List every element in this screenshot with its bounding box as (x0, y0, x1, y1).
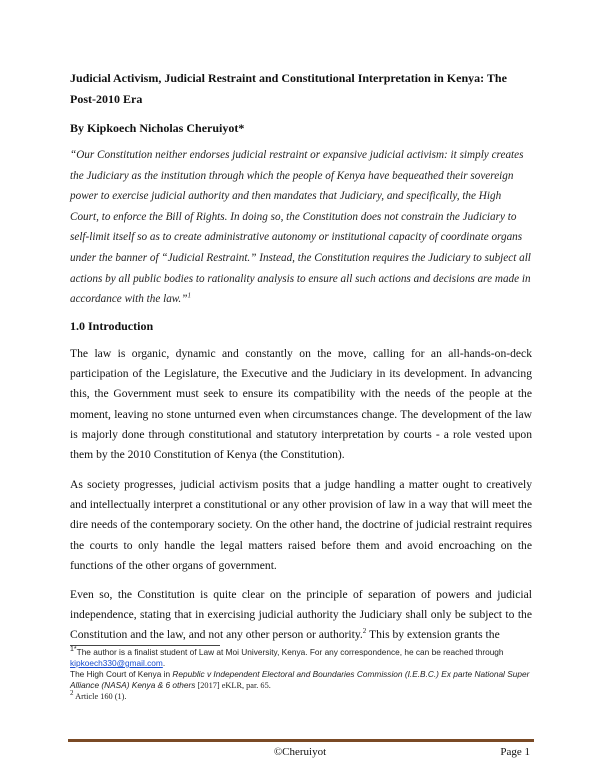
paragraph-2: As society progresses, judicial activism posits that a judge handling a matter ought to creatively and intellectually interpret a constitutional or any other provision of law in a way that will meet the dire needs of the contemporary society. On the other hand, the doctrine of judicial restraint requires the courts to only handle the legal matters raised before them and avoid encroaching on the functions of the other organs of government. (70, 478, 532, 572)
page-number: Page 1 (500, 746, 530, 758)
footnotes (70, 647, 532, 702)
section-heading: 1.0 Introduction (70, 319, 154, 333)
footnote-1-citation: [2017] eKLR, par. 65. (195, 681, 271, 690)
footer-divider (68, 739, 534, 742)
footnote-author-text: The author is a finalist student of Law at Moi University, Kenya. For any correspondence, he can be reached through (76, 647, 504, 657)
footnote-ref-2[interactable]: 2 (362, 627, 367, 636)
paragraph-3 (70, 585, 532, 646)
footnote-2-mark: 2 (70, 689, 74, 698)
footnote-1 (70, 669, 532, 691)
footnote-2 (70, 691, 532, 702)
paragraph-3-text: Even so, the Constitution is quite clear on the principle of separation of powers and judicial independence, stating that in exercising judicial authority the Judiciary shall only be subject to the Constitution and the law, and not any other person or authority. (70, 588, 532, 642)
footnote-ref-1[interactable]: 1 (187, 291, 191, 300)
paragraph-1: The law is organic, dynamic and constantly on the move, calling for an all-hands-on-deck participation of the Legislature, the Executive and the Judiciary in its development. In advancing this, the Government must seek to ensure its compatibility with the needs of the people at the moment, leaving no stone unturned even when circumstances change. The development of the law is majorly done through constitutional and statutory interpretation by courts - a role vested upon them by the 2010 Constitution of Kenya (the Constitution). (70, 347, 532, 462)
epigraph-text: “Our Constitution neither endorses judicial restraint or expansive judicial activism: it simply creates the Judiciary as the institution through which the people of Kenya have bequeathed their sovereign power to exercise judicial authority and then mandates that Judiciary, and specifically, the High Court, to enforce the Bill of Rights. In doing so, the Constitution does not constrain the Judiciary to self-limit itself so as to create administrative autonomy or institutional capacity of coordinate organs under the banner of “Judicial Restraint.” Instead, the Constitution requires the Judiciary to subject all actions by all public bodies to rationality analysis to ensure all such actions and decisions are made in accordance with the law.” (70, 149, 531, 306)
paper-title: Judicial Activism, Judicial Restraint and Constitutional Interpretation in Kenya: The Post-2010 Era (70, 71, 507, 106)
footnote-author-end: . (162, 658, 166, 668)
author-email-link[interactable]: kipkoech330@gmail.com (70, 658, 163, 668)
footnote-author-mark: 1* (70, 646, 77, 654)
paragraph-3-continuation: This by extension grants the (366, 628, 500, 642)
footnote-1-case-name: Republic v Independent Electoral and Boundaries Commission (I.E.B.C.) Ex parte National Super Alliance (NASA) Kenya & 6 others (70, 669, 530, 690)
footnote-divider (70, 645, 220, 646)
author-byline: By Kipkoech Nicholas Cheruiyot* (70, 121, 245, 135)
footnote-1-lead: The High Court of Kenya in (70, 669, 173, 679)
footnote-author (70, 647, 532, 669)
footer-copyright: ©Cheruiyot (273, 746, 327, 758)
footnote-2-text: Article 160 (1). (73, 692, 127, 701)
epigraph-quote (70, 145, 532, 310)
